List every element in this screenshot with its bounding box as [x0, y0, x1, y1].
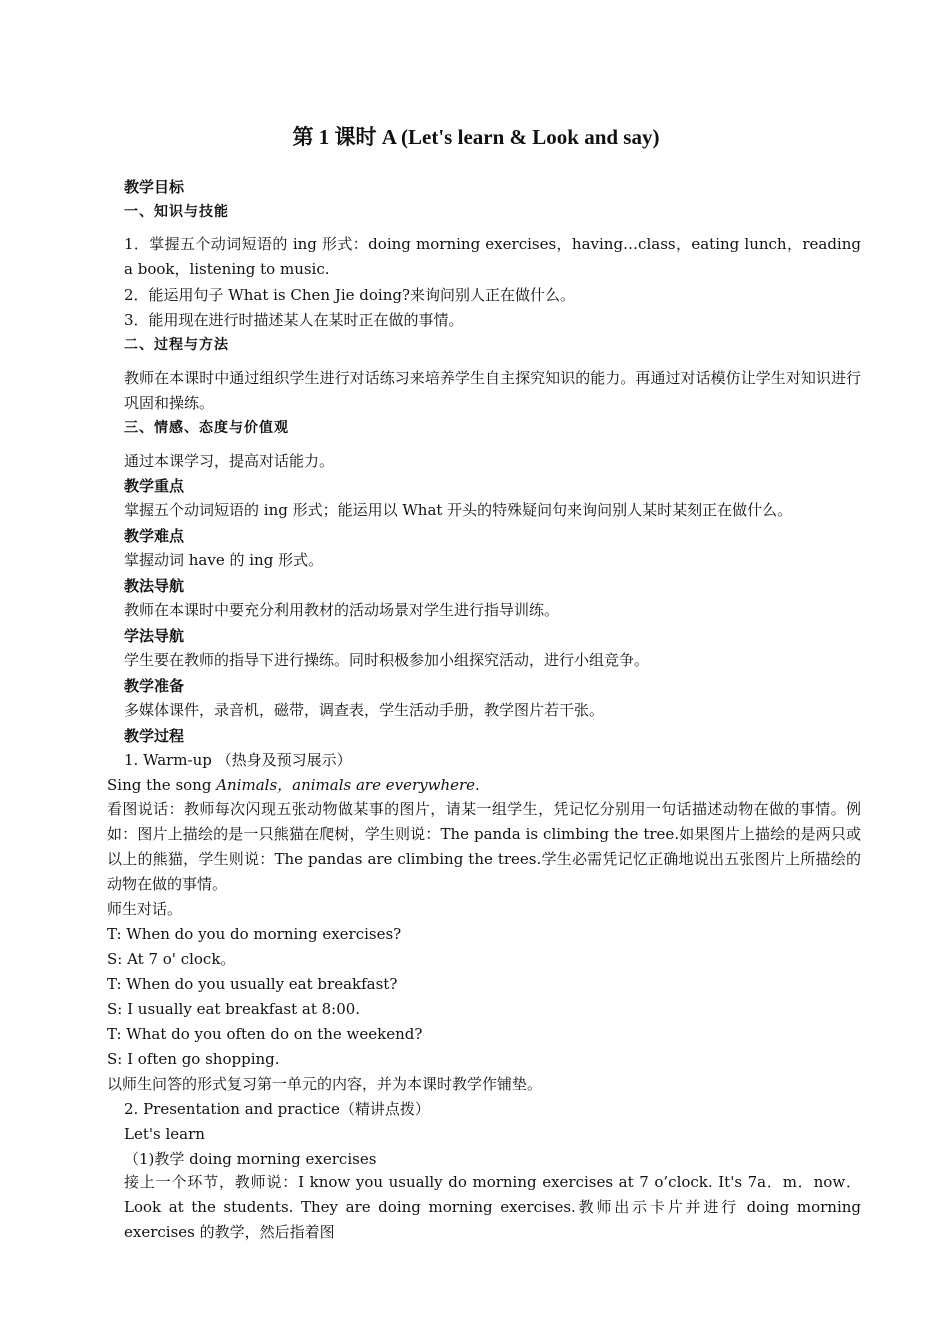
dialogue-intro: 师生对话。 [107, 900, 183, 918]
teaching-method-heading: 教法导航 [124, 577, 185, 595]
dialogue-line: S: I often go shopping. [107, 1050, 280, 1068]
process-method-heading: 二、过程与方法 [124, 337, 229, 353]
dialogue-line: T: When do you do morning exercises? [107, 925, 402, 943]
step1-paragraph: 接上一个环节，教师说：I know you usually do morning exercises at 7 o’clock. It's 7a．m．now．Look at the students. They are doing morning exercises.教师出示卡片并进行 doing morning exercises 的教学，然后指着图 [124, 1173, 861, 1241]
review-text: 以师生问答的形式复习第一单元的内容，并为本课时教学作铺垫。 [107, 1075, 543, 1093]
objective-item-3: 3．能用现在进行时描述某人在某时正在做的事情。 [124, 311, 464, 329]
step1-heading: （1)教学 doing morning exercises [124, 1150, 377, 1168]
process-method-text: 教师在本课时中通过组织学生进行对话练习来培养学生自主探究知识的能力。再通过对话模仿让学生对知识进行巩固和操练。 [124, 369, 861, 412]
presentation-heading: 2. Presentation and practice（精讲点拨） [124, 1100, 430, 1118]
dialogue-line: T: When do you usually eat breakfast? [107, 975, 398, 993]
procedure-heading: 教学过程 [124, 727, 185, 745]
song-line: Sing the song Animals，animals are everywhere. [107, 776, 480, 794]
song-title: Animals，animals are everywhere [216, 776, 476, 794]
key-points-heading: 教学重点 [124, 477, 185, 495]
objectives-heading: 教学目标 [124, 178, 185, 196]
objective-item-1: 1．掌握五个动词短语的 ing 形式：doing morning exercises，having…class，eating lunch，reading a book，listening to music. [124, 235, 861, 278]
warmup-heading: 1. Warm-up （热身及预习展示） [124, 751, 352, 769]
objective-item-2: 2．能运用句子 What is Chen Jie doing?来询问别人正在做什么。 [124, 286, 576, 304]
dialogue-line: T: What do you often do on the weekend? [107, 1025, 423, 1043]
preparation-text: 多媒体课件，录音机，磁带，调查表，学生活动手册，教学图片若干张。 [124, 701, 605, 719]
preparation-heading: 教学准备 [124, 677, 185, 695]
dialogue-line: S: I usually eat breakfast at 8:00. [107, 1000, 361, 1018]
picture-talk-paragraph: 看图说话：教师每次闪现五张动物做某事的图片，请某一组学生，凭记忆分别用一句话描述动物在做的事情。例如：图片上描绘的是一只熊猫在爬树，学生则说：The panda is climbing the tree.如果图片上描绘的是两只或以上的熊猫，学生则说：The pandas are climbing the trees.学生必需凭记忆正确地说出五张图片上所描绘的动物在做的事情。 [107, 800, 861, 893]
dialogue-line: S: At 7 o' clock。 [107, 950, 236, 968]
lesson-title: 第 1 课时 A (Let's learn & Look and say) [292, 125, 660, 149]
learning-method-text: 学生要在教师的指导下进行操练。同时积极参加小组探究活动，进行小组竞争。 [124, 651, 650, 669]
emotion-values-heading: 三、情感、态度与价值观 [124, 420, 289, 436]
lets-learn-heading: Let's learn [124, 1125, 205, 1143]
teaching-method-text: 教师在本课时中要充分利用教材的活动场景对学生进行指导训练。 [124, 601, 560, 619]
emotion-values-text: 通过本课学习，提高对话能力。 [124, 452, 335, 470]
difficulties-heading: 教学难点 [124, 527, 185, 545]
knowledge-skills-heading: 一、知识与技能 [124, 204, 229, 220]
difficulties-text: 掌握动词 have 的 ing 形式。 [124, 551, 324, 569]
learning-method-heading: 学法导航 [124, 627, 185, 645]
key-points-text: 掌握五个动词短语的 ing 形式；能运用以 What 开头的特殊疑问句来询问别人某时某刻正在做什么。 [124, 501, 793, 519]
